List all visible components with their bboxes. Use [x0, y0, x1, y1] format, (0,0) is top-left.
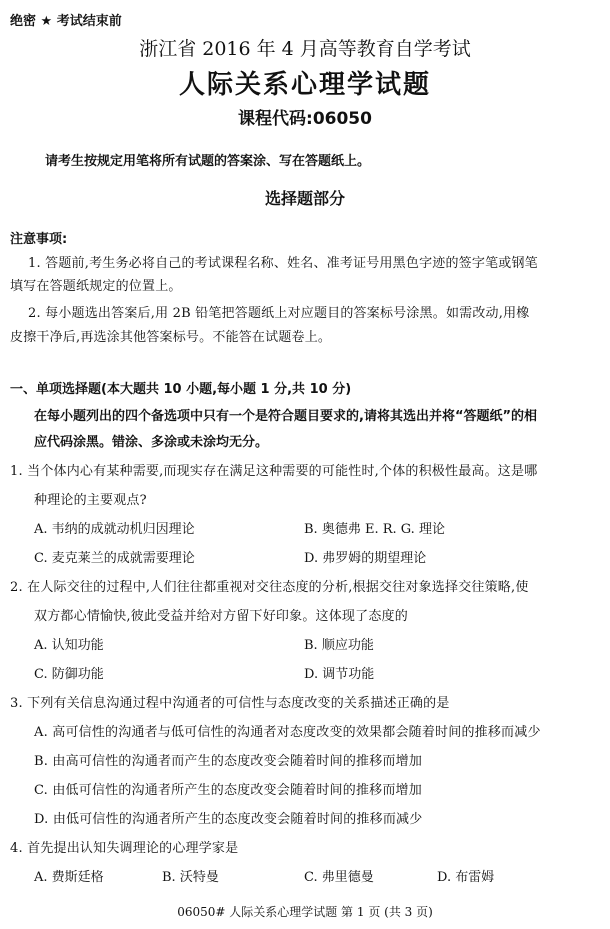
note-2-line-2: 皮擦干净后,再选涂其他答案标号。不能答在试题卷上。 [10, 330, 332, 345]
q3-option-d: D. 由低可信性的沟通者所产生的态度改变会随着时间的推移而减少 [34, 812, 423, 827]
q1-stem-line-1: 1. 当个体内心有某种需要,而现实存在满足这种需要的可能性时,个体的积极性最高。这是哪 [10, 464, 538, 479]
part1-heading: 一、单项选择题(本大题共 10 小题,每小题 1 分,共 10 分) [10, 382, 352, 397]
answer-instruction: 请考生按规定用笔将所有试题的答案涂、写在答题纸上。 [45, 154, 371, 169]
part1-desc-line-2: 应代码涂黑。错涂、多涂或未涂均无分。 [34, 435, 269, 450]
q3-stem-line-1: 3. 下列有关信息沟通过程中沟通者的可信性与态度改变的关系描述正确的是 [10, 696, 450, 711]
page-footer: 06050# 人际关系心理学试题 第 1 页 (共 3 页) [177, 905, 433, 919]
q1-option-c: C. 麦克莱兰的成就需要理论 [34, 551, 195, 566]
q4-option-c: C. 弗里德曼 [304, 870, 374, 885]
subject-title: 人际关系心理学试题 [178, 70, 431, 100]
note-2-line-1: 2. 每小题选出答案后,用 2B 铅笔把答题纸上对应题目的答案标号涂黑。如需改动,用橡 [28, 306, 530, 321]
q3-option-a: A. 高可信性的沟通者与低可信性的沟通者对态度改变的效果都会随着时间的推移而减少 [34, 725, 541, 740]
q1-option-a: A. 韦纳的成就动机归因理论 [34, 522, 195, 537]
course-code: 课程代码:06050 [238, 109, 372, 129]
q4-stem-line-1: 4. 首先提出认知失调理论的心理学家是 [10, 841, 239, 856]
q4-option-b: B. 沃特曼 [162, 870, 219, 885]
q4-option-a: A. 费斯廷格 [34, 870, 104, 885]
q2-stem-line-2: 双方都心情愉快,彼此受益并给对方留下好印象。这体现了态度的 [34, 609, 408, 624]
q2-option-a: A. 认知功能 [34, 638, 104, 653]
q1-option-d: D. 弗罗姆的期望理论 [304, 551, 427, 566]
q3-option-c: C. 由低可信性的沟通者所产生的态度改变会随着时间的推移而增加 [34, 783, 422, 798]
q2-stem-line-1: 2. 在人际交往的过程中,人们往往都重视对交往态度的分析,根据交往对象选择交往策略,使 [10, 580, 529, 595]
section-title: 选择题部分 [264, 189, 345, 208]
q2-option-c: C. 防御功能 [34, 667, 104, 682]
note-1-line-1: 1. 答题前,考生务必将自己的考试课程名称、姓名、准考证号用黑色字迹的签字笔或钢笔 [28, 256, 538, 271]
q2-option-b: B. 顺应功能 [304, 638, 374, 653]
part1-desc-line-1: 在每小题列出的四个备选项中只有一个是符合题目要求的,请将其选出并将“答题纸”的相 [34, 409, 538, 424]
q3-option-b: B. 由高可信性的沟通者而产生的态度改变会随着时间的推移而增加 [34, 754, 423, 769]
notes-heading: 注意事项: [10, 232, 68, 247]
secret-label: 绝密 ★ 考试结束前 [10, 14, 122, 29]
q1-stem-line-2: 种理论的主要观点? [34, 493, 147, 508]
exam-title: 浙江省 2016 年 4 月高等教育自学考试 [139, 38, 471, 60]
q2-option-d: D. 调节功能 [304, 667, 375, 682]
q4-option-d: D. 布雷姆 [437, 870, 495, 885]
q1-option-b: B. 奥德弗 E. R. G. 理论 [304, 522, 445, 537]
note-1-line-2: 填写在答题纸规定的位置上。 [10, 279, 182, 294]
